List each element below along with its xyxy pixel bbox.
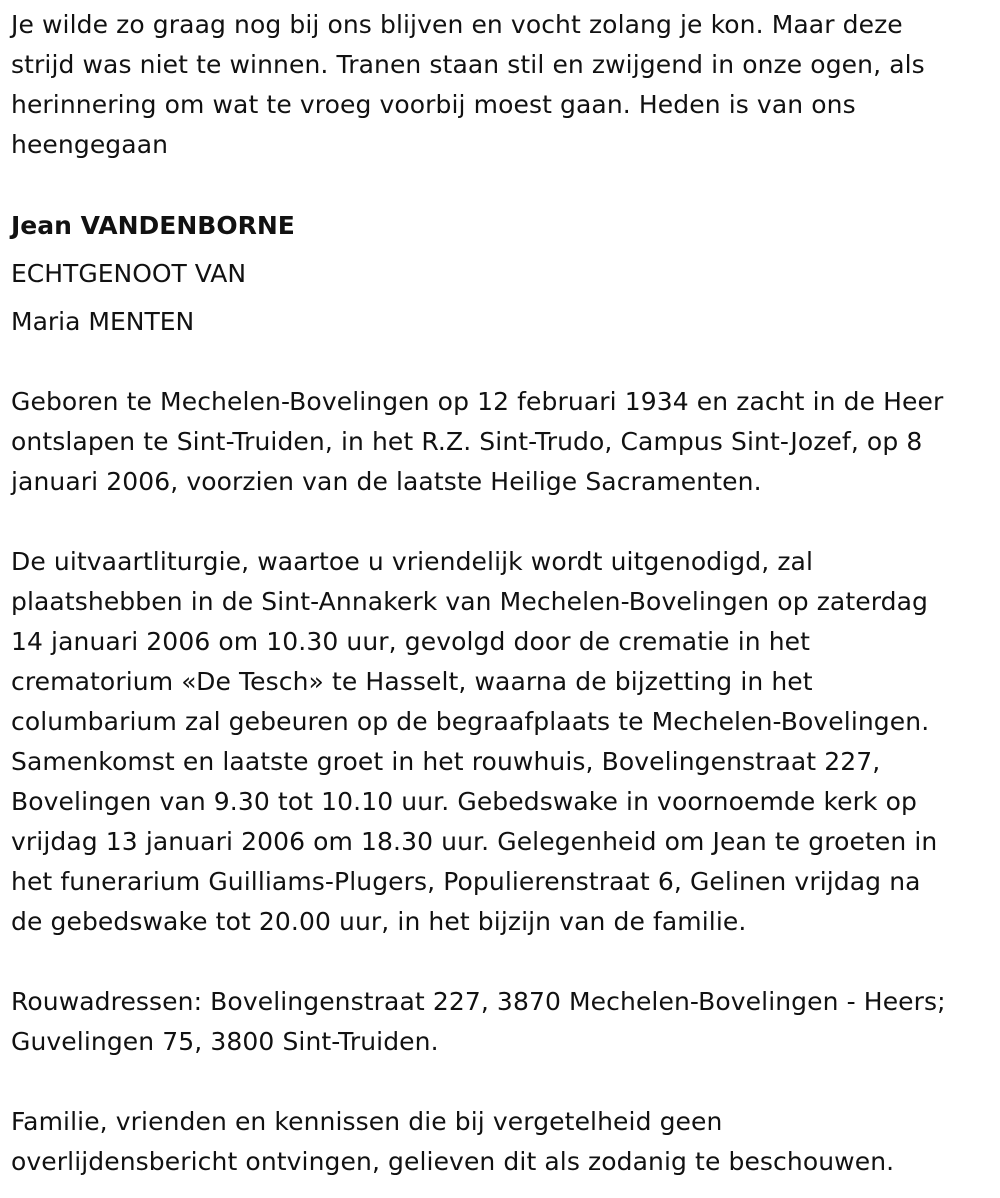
intro-line: strijd was niet te winnen. Tranen staan stil en zwijgend in onze ogen, als [11, 50, 925, 79]
note-line: Familie, vrienden en kennissen die bij vergetelheid geen [11, 1107, 723, 1136]
funeral-line: columbarium zal gebeuren op de begraafplaats te Mechelen-Bovelingen. [11, 707, 930, 736]
deceased-name: Jean VANDENBORNE [11, 211, 295, 240]
address-line: Rouwadressen: Bovelingenstraat 227, 3870 Mechelen-Bovelingen - Heers; [11, 987, 946, 1016]
birth-line: Geboren te Mechelen-Bovelingen op 12 februari 1934 en zacht in de Heer [11, 387, 944, 416]
funeral-line: vrijdag 13 januari 2006 om 18.30 uur. Gelegenheid om Jean te groeten in [11, 827, 938, 856]
funeral-line: De uitvaartliturgie, waartoe u vriendelijk wordt uitgenodigd, zal [11, 547, 814, 576]
spouse-name: Maria MENTEN [11, 307, 195, 336]
intro-line: Je wilde zo graag nog bij ons blijven en vocht zolang je kon. Maar deze [11, 10, 903, 39]
relation-label: ECHTGENOOT VAN [11, 259, 247, 288]
birth-paragraph [11, 382, 996, 502]
note-paragraph [11, 1102, 996, 1182]
funeral-line: crematorium «De Tesch» te Hasselt, waarna de bijzetting in het [11, 667, 813, 696]
funeral-line: Samenkomst en laatste groet in het rouwhuis, Bovelingenstraat 227, [11, 747, 881, 776]
intro-line: heengegaan [11, 130, 169, 159]
funeral-line: het funerarium Guilliams-Plugers, Populierenstraat 6, Gelinen vrijdag na [11, 867, 921, 896]
funeral-line: Bovelingen van 9.30 tot 10.10 uur. Gebedswake in voornoemde kerk op [11, 787, 917, 816]
funeral-line: de gebedswake tot 20.00 uur, in het bijzijn van de familie. [11, 907, 747, 936]
intro-paragraph [11, 5, 996, 165]
intro-line: herinnering om wat te vroeg voorbij moest gaan. Heden is van ons [11, 90, 856, 119]
address-line: Guvelingen 75, 3800 Sint-Truiden. [11, 1027, 439, 1056]
note-line: overlijdensbericht ontvingen, gelieven dit als zodanig te beschouwen. [11, 1147, 895, 1176]
funeral-line: 14 januari 2006 om 10.30 uur, gevolgd door de crematie in het [11, 627, 811, 656]
addresses-paragraph [11, 982, 996, 1062]
birth-line: ontslapen te Sint-Truiden, in het R.Z. Sint-Trudo, Campus Sint-Jozef, op 8 [11, 427, 923, 456]
birth-line: januari 2006, voorzien van de laatste Heilige Sacramenten. [11, 467, 762, 496]
funeral-line: plaatshebben in de Sint-Annakerk van Mechelen-Bovelingen op zaterdag [11, 587, 929, 616]
funeral-paragraph [11, 542, 996, 942]
